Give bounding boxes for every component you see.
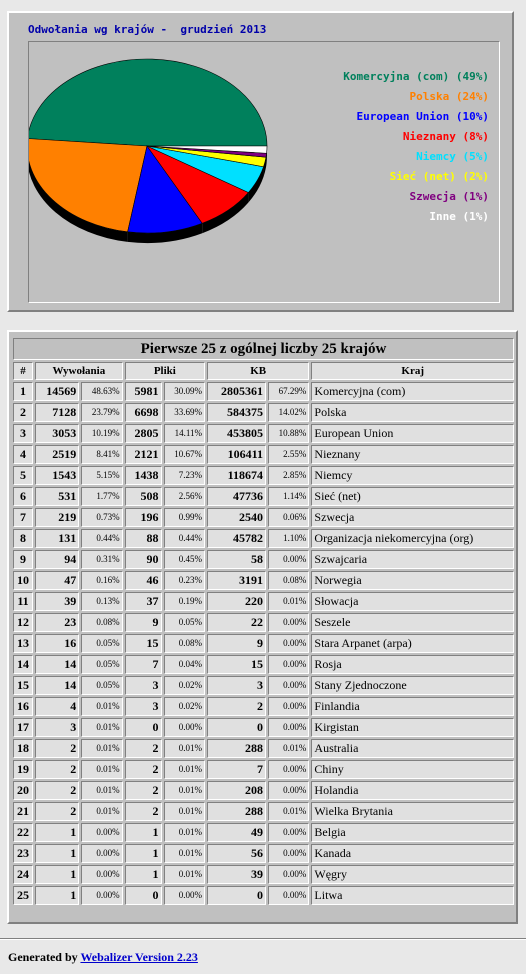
files-value: 1438 xyxy=(125,466,162,485)
files-value: 508 xyxy=(125,487,162,506)
kb-value: 2805361 xyxy=(207,382,266,401)
hits-value: 47 xyxy=(35,571,79,590)
kb-value: 208 xyxy=(207,781,266,800)
files-value: 1 xyxy=(125,844,162,863)
row-num: 24 xyxy=(13,865,33,884)
hits-pct: 0.00% xyxy=(81,844,122,863)
files-pct: 0.23% xyxy=(164,571,205,590)
hits-value: 14 xyxy=(35,676,79,695)
chart-title: Odwołania wg krajów - grudzień 2013 xyxy=(28,23,267,36)
hits-pct: 0.44% xyxy=(81,529,122,548)
kb-value: 47736 xyxy=(207,487,266,506)
legend-entry: Inne (1%) xyxy=(429,210,489,223)
kb-pct: 2.55% xyxy=(268,445,309,464)
hits-value: 1 xyxy=(35,865,79,884)
table-row xyxy=(13,403,514,422)
country-name: Chiny xyxy=(311,760,514,779)
kb-value: 7 xyxy=(207,760,266,779)
kb-pct: 0.00% xyxy=(268,718,309,737)
row-num: 20 xyxy=(13,781,33,800)
hits-value: 1 xyxy=(35,886,79,905)
hits-value: 39 xyxy=(35,592,79,611)
row-num: 3 xyxy=(13,424,33,443)
hits-pct: 0.01% xyxy=(81,718,122,737)
files-value: 15 xyxy=(125,634,162,653)
files-pct: 14.11% xyxy=(164,424,205,443)
kb-value: 45782 xyxy=(207,529,266,548)
table-row xyxy=(13,697,514,716)
hits-pct: 0.00% xyxy=(81,823,122,842)
hits-value: 14569 xyxy=(35,382,79,401)
kb-pct: 1.14% xyxy=(268,487,309,506)
hits-pct: 0.05% xyxy=(81,655,122,674)
country-table xyxy=(11,336,516,907)
files-pct: 0.08% xyxy=(164,634,205,653)
kb-value: 288 xyxy=(207,739,266,758)
table-row xyxy=(13,529,514,548)
table-row xyxy=(13,613,514,632)
kb-pct: 0.00% xyxy=(268,760,309,779)
files-pct: 33.69% xyxy=(164,403,205,422)
kb-pct: 1.10% xyxy=(268,529,309,548)
files-value: 2 xyxy=(125,739,162,758)
legend-entry: Sieć (net) (2%) xyxy=(389,170,489,183)
kb-value: 3 xyxy=(207,676,266,695)
table-row xyxy=(13,550,514,569)
hits-value: 2 xyxy=(35,760,79,779)
kb-pct: 0.01% xyxy=(268,592,309,611)
files-pct: 0.05% xyxy=(164,613,205,632)
files-value: 0 xyxy=(125,718,162,737)
files-pct: 0.01% xyxy=(164,802,205,821)
country-name: Niemcy xyxy=(311,466,514,485)
hits-pct: 0.16% xyxy=(81,571,122,590)
kb-pct: 0.00% xyxy=(268,865,309,884)
hits-value: 14 xyxy=(35,655,79,674)
country-name: Węgry xyxy=(311,865,514,884)
files-value: 90 xyxy=(125,550,162,569)
hits-value: 219 xyxy=(35,508,79,527)
kb-value: 39 xyxy=(207,865,266,884)
files-pct: 0.45% xyxy=(164,550,205,569)
hits-pct: 0.01% xyxy=(81,802,122,821)
country-name: Wielka Brytania xyxy=(311,802,514,821)
row-num: 10 xyxy=(13,571,33,590)
kb-value: 3191 xyxy=(207,571,266,590)
country-name: Szwajcaria xyxy=(311,550,514,569)
files-pct: 0.19% xyxy=(164,592,205,611)
footer-divider xyxy=(0,938,526,940)
kb-value: 584375 xyxy=(207,403,266,422)
hits-value: 2 xyxy=(35,781,79,800)
legend-entry: Nieznany (8%) xyxy=(402,130,489,143)
hits-value: 1 xyxy=(35,844,79,863)
hits-pct: 0.31% xyxy=(81,550,122,569)
files-value: 2121 xyxy=(125,445,162,464)
row-num: 13 xyxy=(13,634,33,653)
country-name: Kanada xyxy=(311,844,514,863)
country-name: Norwegia xyxy=(311,571,514,590)
files-value: 5981 xyxy=(125,382,162,401)
hits-value: 2 xyxy=(35,739,79,758)
files-pct: 0.01% xyxy=(164,844,205,863)
files-pct: 30.09% xyxy=(164,382,205,401)
files-pct: 7.23% xyxy=(164,466,205,485)
files-value: 1 xyxy=(125,823,162,842)
header-country: Kraj xyxy=(311,362,514,380)
files-pct: 10.67% xyxy=(164,445,205,464)
hits-value: 2 xyxy=(35,802,79,821)
hits-pct: 23.79% xyxy=(81,403,122,422)
kb-pct: 10.88% xyxy=(268,424,309,443)
files-pct: 0.00% xyxy=(164,886,205,905)
files-pct: 0.01% xyxy=(164,781,205,800)
kb-pct: 0.00% xyxy=(268,676,309,695)
country-name: Stara Arpanet (arpa) xyxy=(311,634,514,653)
hits-pct: 0.05% xyxy=(81,676,122,695)
table-row xyxy=(13,508,514,527)
country-name: Kirgistan xyxy=(311,718,514,737)
row-num: 11 xyxy=(13,592,33,611)
kb-value: 22 xyxy=(207,613,266,632)
chart-plot-area xyxy=(28,41,500,303)
hits-value: 131 xyxy=(35,529,79,548)
kb-value: 56 xyxy=(207,844,266,863)
kb-value: 49 xyxy=(207,823,266,842)
hits-pct: 0.08% xyxy=(81,613,122,632)
table-row xyxy=(13,718,514,737)
row-num: 23 xyxy=(13,844,33,863)
kb-pct: 0.00% xyxy=(268,823,309,842)
chart-panel xyxy=(7,11,514,312)
row-num: 2 xyxy=(13,403,33,422)
files-value: 2805 xyxy=(125,424,162,443)
country-name: Sieć (net) xyxy=(311,487,514,506)
files-pct: 0.04% xyxy=(164,655,205,674)
hits-value: 3053 xyxy=(35,424,79,443)
files-pct: 0.00% xyxy=(164,718,205,737)
hits-pct: 1.77% xyxy=(81,487,122,506)
country-name: Rosja xyxy=(311,655,514,674)
table-row xyxy=(13,655,514,674)
row-num: 22 xyxy=(13,823,33,842)
hits-value: 1543 xyxy=(35,466,79,485)
row-num: 6 xyxy=(13,487,33,506)
files-value: 3 xyxy=(125,697,162,716)
files-pct: 0.01% xyxy=(164,865,205,884)
table-row xyxy=(13,844,514,863)
country-name: Australia xyxy=(311,739,514,758)
table-row xyxy=(13,382,514,401)
files-value: 2 xyxy=(125,781,162,800)
table-row xyxy=(13,823,514,842)
kb-pct: 14.02% xyxy=(268,403,309,422)
table-row xyxy=(13,634,514,653)
table-row xyxy=(13,886,514,905)
country-name: Litwa xyxy=(311,886,514,905)
table-row xyxy=(13,802,514,821)
table-row xyxy=(13,445,514,464)
pie-slice xyxy=(29,139,147,232)
table-caption: Pierwsze 25 z ogólnej liczby 25 krajów xyxy=(13,338,514,360)
row-num: 4 xyxy=(13,445,33,464)
row-num: 5 xyxy=(13,466,33,485)
footer-prefix: Generated by xyxy=(8,950,78,964)
files-pct: 0.02% xyxy=(164,676,205,695)
files-value: 2 xyxy=(125,760,162,779)
files-pct: 0.01% xyxy=(164,760,205,779)
header-num: # xyxy=(13,362,33,380)
hits-pct: 0.01% xyxy=(81,760,122,779)
kb-pct: 0.01% xyxy=(268,802,309,821)
hits-pct: 0.00% xyxy=(81,886,122,905)
country-name: Szwecja xyxy=(311,508,514,527)
table-row xyxy=(13,739,514,758)
kb-pct: 0.00% xyxy=(268,550,309,569)
country-table-panel xyxy=(7,330,518,924)
files-value: 6698 xyxy=(125,403,162,422)
country-name: Organizacja niekomercyjna (org) xyxy=(311,529,514,548)
files-value: 88 xyxy=(125,529,162,548)
header-kb: KB xyxy=(207,362,309,380)
files-value: 3 xyxy=(125,676,162,695)
legend-entry: European Union (10%) xyxy=(356,110,489,123)
footer xyxy=(8,950,198,965)
kb-value: 0 xyxy=(207,886,266,905)
hits-pct: 0.73% xyxy=(81,508,122,527)
table-row xyxy=(13,592,514,611)
table-row xyxy=(13,424,514,443)
country-name: Polska xyxy=(311,403,514,422)
kb-value: 2 xyxy=(207,697,266,716)
legend-entry: Polska (24%) xyxy=(409,90,489,103)
files-pct: 0.01% xyxy=(164,739,205,758)
kb-pct: 0.01% xyxy=(268,739,309,758)
row-num: 19 xyxy=(13,760,33,779)
kb-value: 106411 xyxy=(207,445,266,464)
table-body xyxy=(13,382,514,905)
hits-pct: 10.19% xyxy=(81,424,122,443)
kb-pct: 67.29% xyxy=(268,382,309,401)
row-num: 25 xyxy=(13,886,33,905)
table-row xyxy=(13,487,514,506)
files-value: 2 xyxy=(125,802,162,821)
hits-value: 7128 xyxy=(35,403,79,422)
files-value: 9 xyxy=(125,613,162,632)
header-files: Pliki xyxy=(125,362,205,380)
kb-pct: 0.08% xyxy=(268,571,309,590)
legend-entry: Komercyjna (com) (49%) xyxy=(343,70,489,83)
hits-pct: 5.15% xyxy=(81,466,122,485)
hits-pct: 0.05% xyxy=(81,634,122,653)
kb-value: 288 xyxy=(207,802,266,821)
kb-value: 15 xyxy=(207,655,266,674)
hits-pct: 0.01% xyxy=(81,697,122,716)
country-name: Komercyjna (com) xyxy=(311,382,514,401)
row-num: 15 xyxy=(13,676,33,695)
row-num: 1 xyxy=(13,382,33,401)
country-name: Nieznany xyxy=(311,445,514,464)
table-row xyxy=(13,760,514,779)
table-row xyxy=(13,571,514,590)
row-num: 8 xyxy=(13,529,33,548)
hits-value: 3 xyxy=(35,718,79,737)
kb-value: 453805 xyxy=(207,424,266,443)
row-num: 9 xyxy=(13,550,33,569)
row-num: 14 xyxy=(13,655,33,674)
table-row xyxy=(13,676,514,695)
kb-pct: 2.85% xyxy=(268,466,309,485)
hits-value: 2519 xyxy=(35,445,79,464)
hits-pct: 8.41% xyxy=(81,445,122,464)
country-name: Finlandia xyxy=(311,697,514,716)
hits-value: 23 xyxy=(35,613,79,632)
hits-pct: 0.01% xyxy=(81,781,122,800)
files-pct: 0.99% xyxy=(164,508,205,527)
hits-pct: 0.13% xyxy=(81,592,122,611)
files-value: 196 xyxy=(125,508,162,527)
kb-value: 118674 xyxy=(207,466,266,485)
files-value: 46 xyxy=(125,571,162,590)
hits-pct: 48.63% xyxy=(81,382,122,401)
files-pct: 2.56% xyxy=(164,487,205,506)
kb-pct: 0.00% xyxy=(268,634,309,653)
country-name: Stany Zjednoczone xyxy=(311,676,514,695)
kb-pct: 0.00% xyxy=(268,781,309,800)
row-num: 17 xyxy=(13,718,33,737)
kb-pct: 0.00% xyxy=(268,886,309,905)
kb-pct: 0.00% xyxy=(268,655,309,674)
legend-entry: Niemcy (5%) xyxy=(416,150,489,163)
files-value: 37 xyxy=(125,592,162,611)
table-row xyxy=(13,781,514,800)
files-value: 0 xyxy=(125,886,162,905)
table-row xyxy=(13,865,514,884)
row-num: 21 xyxy=(13,802,33,821)
hits-value: 4 xyxy=(35,697,79,716)
kb-value: 220 xyxy=(207,592,266,611)
kb-pct: 0.00% xyxy=(268,613,309,632)
hits-value: 1 xyxy=(35,823,79,842)
hits-value: 531 xyxy=(35,487,79,506)
country-name: Słowacja xyxy=(311,592,514,611)
files-pct: 0.02% xyxy=(164,697,205,716)
country-name: Holandia xyxy=(311,781,514,800)
country-name: European Union xyxy=(311,424,514,443)
kb-pct: 0.00% xyxy=(268,844,309,863)
webalizer-link[interactable]: Webalizer Version 2.23 xyxy=(80,950,198,964)
files-pct: 0.01% xyxy=(164,823,205,842)
legend-entry: Szwecja (1%) xyxy=(409,190,489,203)
row-num: 18 xyxy=(13,739,33,758)
table-row xyxy=(13,466,514,485)
kb-pct: 0.06% xyxy=(268,508,309,527)
row-num: 16 xyxy=(13,697,33,716)
hits-pct: 0.01% xyxy=(81,739,122,758)
files-value: 1 xyxy=(125,865,162,884)
country-name: Belgia xyxy=(311,823,514,842)
row-num: 12 xyxy=(13,613,33,632)
hits-pct: 0.00% xyxy=(81,865,122,884)
kb-value: 58 xyxy=(207,550,266,569)
row-num: 7 xyxy=(13,508,33,527)
kb-value: 0 xyxy=(207,718,266,737)
kb-value: 2540 xyxy=(207,508,266,527)
pie-slice xyxy=(29,59,267,146)
hits-value: 94 xyxy=(35,550,79,569)
country-name: Seszele xyxy=(311,613,514,632)
header-hits: Wywołania xyxy=(35,362,123,380)
kb-pct: 0.00% xyxy=(268,697,309,716)
kb-value: 9 xyxy=(207,634,266,653)
hits-value: 16 xyxy=(35,634,79,653)
files-pct: 0.44% xyxy=(164,529,205,548)
files-value: 7 xyxy=(125,655,162,674)
